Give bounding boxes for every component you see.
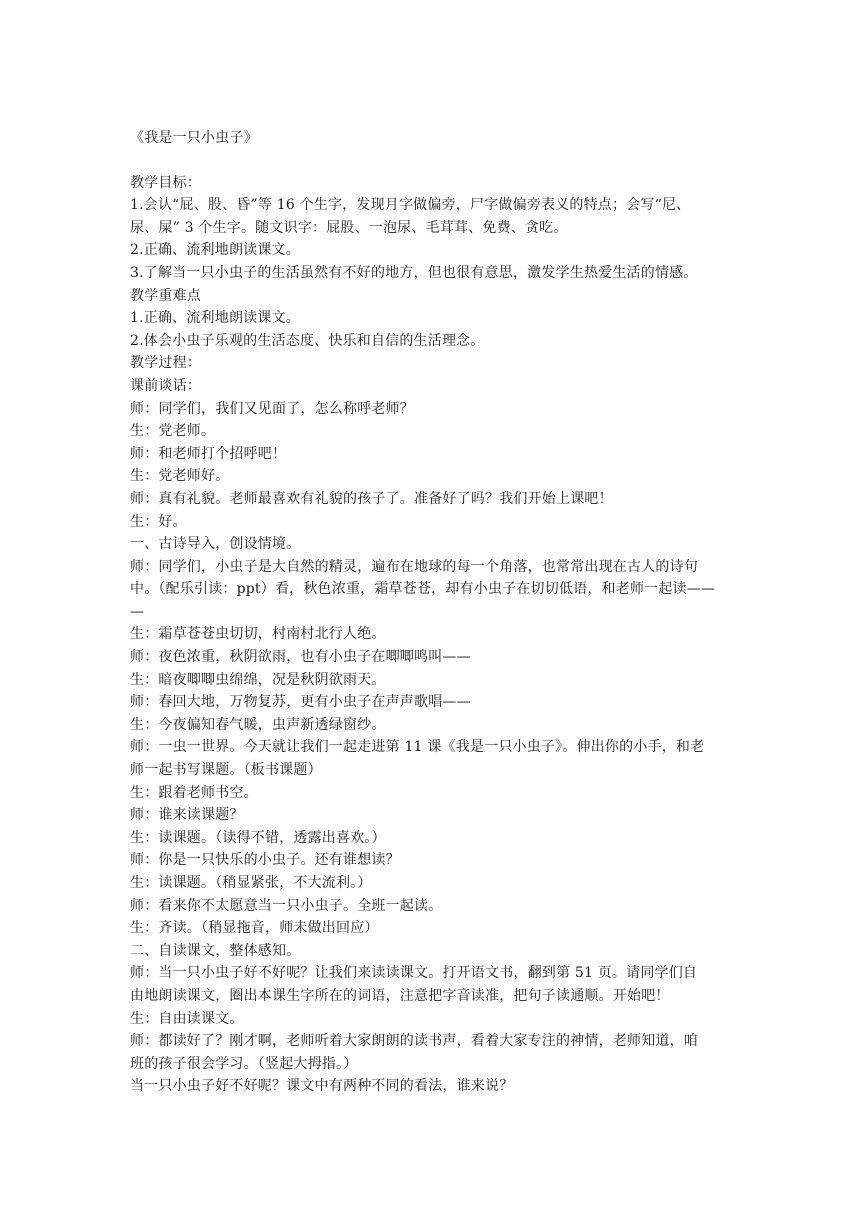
document-line: 生：今夜偏知春气暖，虫声新透绿窗纱。 [130, 716, 386, 733]
document-line: 教学重难点 [130, 287, 201, 304]
document-line: 1.正确、流利地朗读课文。 [130, 310, 300, 327]
document-line: 师：同学们，我们又见面了，怎么称呼老师？ [130, 400, 414, 417]
document-line: 尿、屎” 3 个生字。随文识字：屁股、一泡尿、毛茸茸、免费、贪吃。 [130, 219, 568, 236]
document-line: 师：春回大地，万物复苏，更有小虫子在声声歌唱—— [130, 694, 471, 711]
document-line: 生：好。 [130, 513, 187, 530]
document-line: 师：同学们，小虫子是大自然的精灵，遍布在地球的每一个角落，也常常出现在古人的诗句 [130, 558, 698, 575]
document-line: 教学过程： [130, 355, 201, 372]
document-line: — [130, 603, 145, 620]
document-line: 师：夜色浓重，秋阴欲雨，也有小虫子在唧唧鸣叫—— [130, 649, 471, 666]
document-line: 师：一虫一世界。今天就让我们一起走进第 11 课《我是一只小虫子》。伸出你的小手，和老 [130, 739, 705, 756]
document-line: 由地朗读课文，圈出本课生字所在的词语，注意把字音读准，把句子读通顺。开始吧！ [130, 987, 670, 1004]
document-line: 生：自由读课文。 [130, 1010, 244, 1027]
document-line: 师一起书写课题。（板书课题） [130, 762, 322, 779]
document-line: 当一只小虫子好不好呢？课文中有两种不同的看法，谁来说？ [130, 1078, 514, 1095]
document-line: 师：都读好了？刚才啊，老师听着大家朗朗的读书声，看着大家专注的神情，老师知道，咱 [130, 1033, 698, 1050]
document-line: 中。（配乐引读：ppt）看，秋色浓重，霜草苍苍，却有小虫子在切切低语，和老师一起读—— [130, 581, 716, 598]
document-line: 课前谈话： [130, 377, 201, 394]
document-line: 师：真有礼貌。老师最喜欢有礼貌的孩子了。准备好了吗？我们开始上课吧！ [130, 490, 613, 507]
document-lines [130, 172, 736, 1098]
document-line: 2.体会小虫子乐观的生活态度、快乐和自信的生活理念。 [130, 332, 485, 349]
document-line: 生：暗夜唧唧虫绵绵，况是秋阴欲雨天。 [130, 671, 386, 688]
document-line: 一、古诗导入，创设情境。 [130, 536, 301, 553]
document-line: 生：党老师。 [130, 423, 216, 440]
document-line: 1.会认“屁、股、昏”等 16 个生字，发现月字做偏旁，尸字做偏旁表义的特点；会写“尼、 [130, 197, 691, 214]
document-line: 生：读课题。（稍显紧张，不大流利。） [130, 875, 372, 891]
document-line: 3.了解当一只小虫子的生活虽然有不好的地方，但也很有意思，激发学生热爱生活的情感。 [130, 264, 698, 281]
document-line: 班的孩子很会学习。（竖起大拇指。） [130, 1055, 358, 1072]
document-line: 生：跟着老师书空。 [130, 784, 258, 801]
document-line: 生：党老师好。 [130, 468, 230, 485]
document-body [130, 127, 736, 1098]
document-line: 师：看来你不太愿意当一只小虫子。全班一起读。 [130, 897, 443, 914]
document-line: 生：齐读。（稍显拖音，师未做出回应） [130, 920, 379, 937]
document-line: 师：你是一只快乐的小虫子。还有谁想读？ [130, 852, 400, 869]
document-line: 师：和老师打个招呼吧！ [130, 445, 287, 462]
document-line: 师：当一只小虫子好不好呢？让我们来读读课文。打开语文书，翻到第 51 页。请同学们自 [130, 965, 698, 982]
document-title: 《我是一只小虫子》 [130, 130, 258, 146]
document-line: 师：谁来读课题？ [130, 807, 244, 824]
document-line: 生：读课题。（读得不错，透露出喜欢。） [130, 829, 386, 846]
document-line: 生：霜草苍苍虫切切，村南村北行人绝。 [130, 626, 386, 643]
document-line: 二、自读课文，整体感知。 [130, 942, 301, 959]
document-line: 教学目标： [130, 174, 201, 191]
document-line: 2.正确、流利地朗读课文。 [130, 242, 300, 259]
